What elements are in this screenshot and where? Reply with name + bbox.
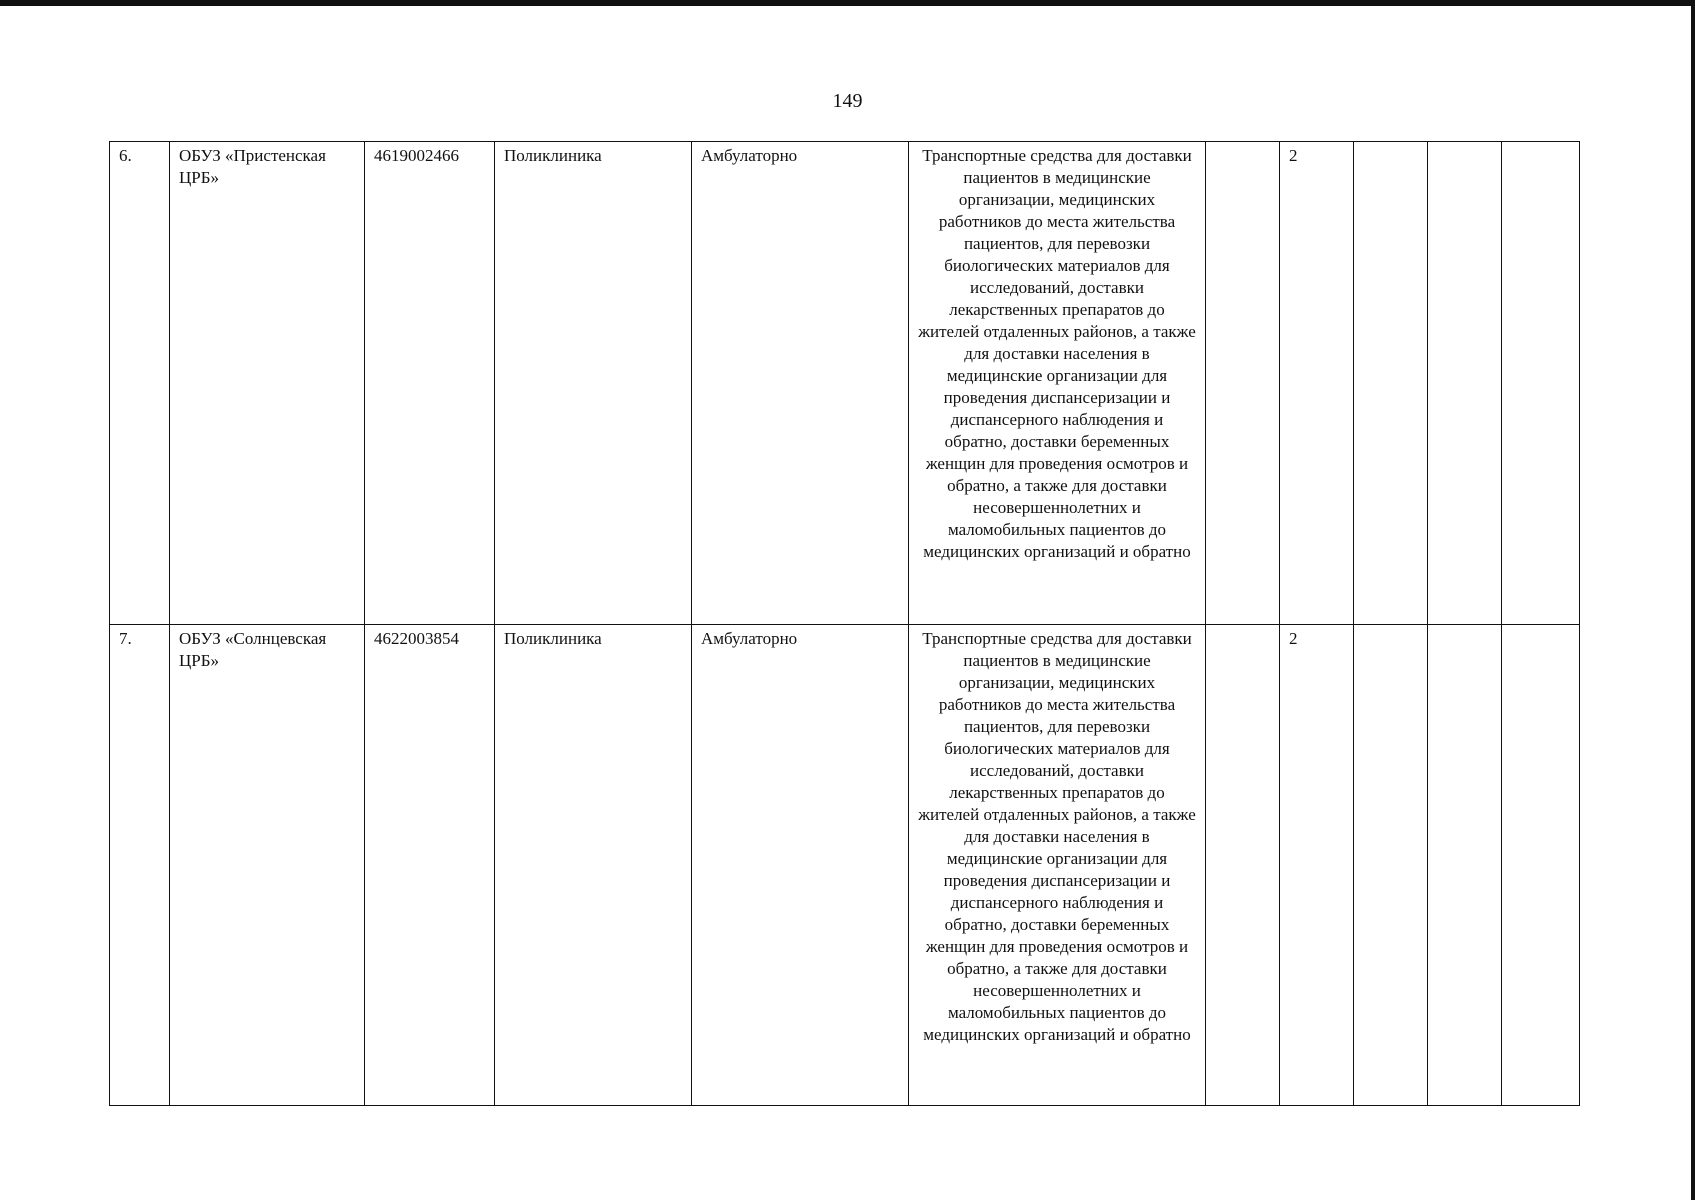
cell-col7	[1206, 625, 1280, 1106]
cell-col9	[1354, 625, 1428, 1106]
cell-col11	[1502, 625, 1580, 1106]
page-border-top	[0, 0, 1695, 6]
page-border-right	[1691, 0, 1695, 1200]
care-condition: Амбулаторно	[692, 625, 909, 1106]
inn-code: 4622003854	[365, 625, 495, 1106]
equipment-description: Транспортные средства для доставки пациентов в медицинские организации, медицинских работников до места жительства пациентов, для перевозки биологических материалов для исследований, доставки лекарственных препаратов до жителей отдаленных районов, а также для доставки населения в медицинские организации для проведения диспансеризации и диспансерного наблюдения и обратно, доставки беременных женщин для проведения осмотров и обратно, а также для доставки несовершеннолетних и маломобильных пациентов до медицинских организаций и обратно	[909, 142, 1206, 625]
cell-col10	[1428, 625, 1502, 1106]
inn-code: 4619002466	[365, 142, 495, 625]
quantity: 2	[1280, 142, 1354, 625]
unit-type: Поликлиника	[495, 625, 692, 1106]
cell-col7	[1206, 142, 1280, 625]
quantity: 2	[1280, 625, 1354, 1106]
table-row	[110, 625, 1580, 1106]
row-number: 6.	[110, 142, 170, 625]
cell-col11	[1502, 142, 1580, 625]
cell-col10	[1428, 142, 1502, 625]
unit-type: Поликлиника	[495, 142, 692, 625]
organization-name: ОБУЗ «Пристенская ЦРБ»	[170, 142, 365, 625]
data-table	[109, 141, 1580, 1106]
row-number: 7.	[110, 625, 170, 1106]
page-number: 149	[832, 90, 863, 112]
organization-name: ОБУЗ «Солнцевская ЦРБ»	[170, 625, 365, 1106]
cell-col9	[1354, 142, 1428, 625]
equipment-description: Транспортные средства для доставки пациентов в медицинские организации, медицинских работников до места жительства пациентов, для перевозки биологических материалов для исследований, доставки лекарственных препаратов до жителей отдаленных районов, а также для доставки населения в медицинские организации для проведения диспансеризации и диспансерного наблюдения и обратно, доставки беременных женщин для проведения осмотров и обратно, а также для доставки несовершеннолетних и маломобильных пациентов до медицинских организаций и обратно	[909, 625, 1206, 1106]
care-condition: Амбулаторно	[692, 142, 909, 625]
table-row	[110, 142, 1580, 625]
